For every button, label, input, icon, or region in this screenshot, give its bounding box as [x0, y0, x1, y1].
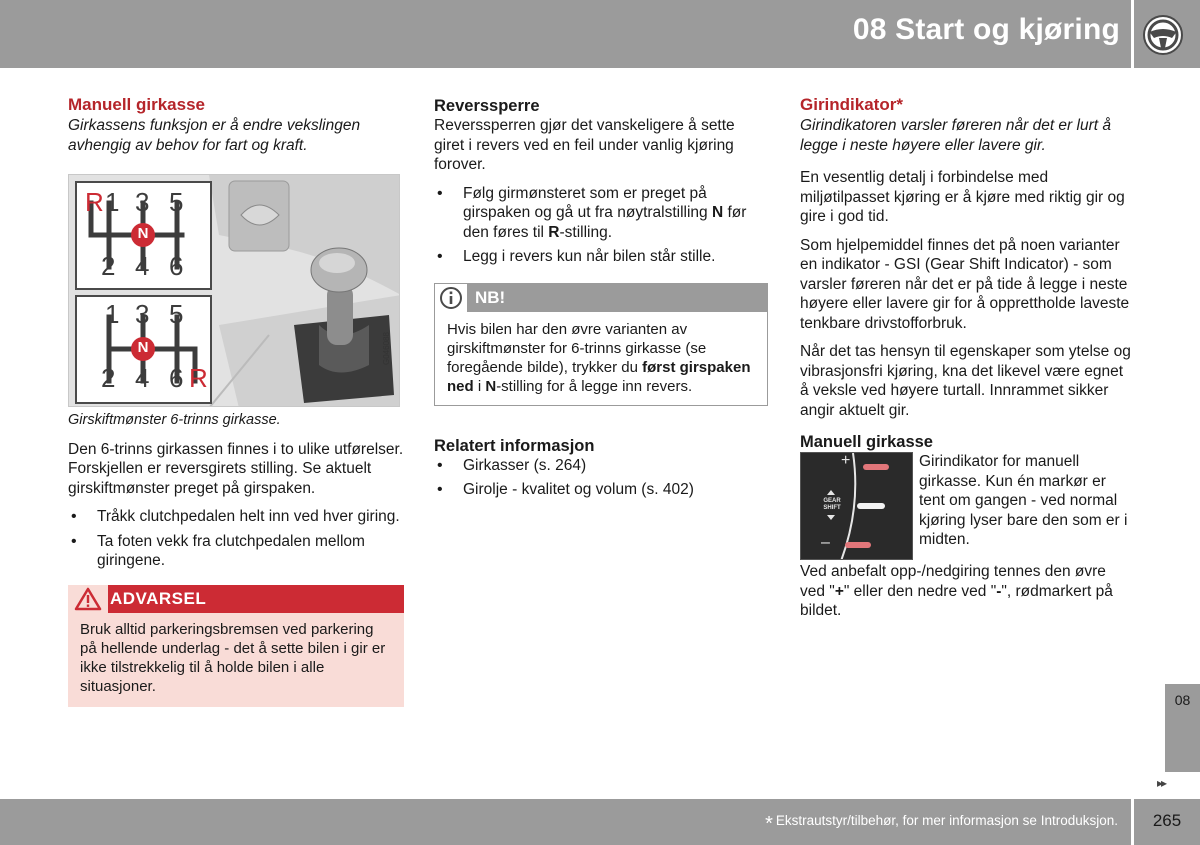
body-paragraph: Ved anbefalt opp-/nedgiring tennes den øvre ved "+" eller den nedre ved "-", rødmarkert på bildet.: [800, 563, 1113, 619]
gear-pattern-figure: [68, 174, 400, 407]
column-reverse-lock: [434, 94, 768, 509]
gsi-description: Girindikator for manuell girkasse. Kun én markør er tent om gangen - ved normal kjøring lyser bare den som er i midten.: [919, 453, 1128, 548]
footnote: * Ekstrautstyr/tilbehør, for mer informasjon se Introduksjon.: [765, 813, 1118, 835]
note-box: [434, 283, 768, 406]
list-item: • Legg i revers kun når bilen står stille.: [434, 247, 768, 267]
warning-text: Bruk alltid parkeringsbremsen ved parkering på hellende underlag - det å sette bilen i gir er ikke tilstrekkelig til å holde bilen i alle situasjoner.: [80, 620, 386, 695]
gear-label-2: 2: [101, 251, 116, 281]
body-paragraph: Den 6-trinns girkassen finnes i to ulike utførelser. Forskjellen er reversgirets stilling. Se aktuelt girskiftmønster preget på girspaken.: [68, 440, 404, 497]
note-text: Hvis bilen har den øvre varianten av girskiftmønster for 6-trinns girkasse (se foregående bilde), trykker du først girspaken ned i N-stilling for å legge inn revers.: [447, 320, 751, 395]
gear-label-3: 3: [135, 187, 150, 217]
gear-label-6: 6: [169, 251, 184, 281]
shift-pattern-upper: [75, 181, 212, 290]
gsi-minus-label: –: [821, 534, 830, 551]
gear-label-4: 4: [135, 251, 150, 281]
section-heading-reverse-lock: Reverssperre: [434, 97, 540, 115]
intro-text: Girindikatoren varsler føreren når det er lurt å legge i neste høyere eller lavere gir.: [800, 117, 1111, 154]
column-manual-gearbox: [68, 94, 404, 707]
figure-code: G046088: [382, 332, 391, 365]
gear-label-4: 4: [135, 363, 150, 393]
note-title: NB!: [475, 287, 506, 307]
warning-triangle-icon: [68, 585, 108, 613]
continue-arrows-icon: ▸▸: [1157, 776, 1166, 790]
body-paragraph: Som hjelpemiddel finnes det på noen varianter en indikator - GSI (Gear Shift Indicator) - som varsler føreren når det er på tide å legge i neste høyere eller lavere gir for å opprettholde laveste tenkbare drivstofforbruk.: [800, 236, 1130, 332]
list-item: • Tråkk clutchpedalen helt inn ved hver giring.: [68, 507, 404, 527]
gsi-label: GEAR SHIFT: [823, 498, 841, 511]
section-heading-gear-indicator: Girindikator*: [800, 95, 903, 114]
shift-pattern-lower: [75, 295, 212, 404]
list-item: • Ta foten vekk fra clutchpedalen mellom giringene.: [68, 532, 404, 571]
sub-heading-manual-gearbox: Manuell girkasse: [800, 433, 933, 451]
related-info-heading: Relatert informasjon: [434, 436, 595, 455]
figure-caption: Girskiftmønster 6-trinns girkasse.: [68, 412, 281, 428]
gear-label-5: 5: [169, 299, 184, 329]
section-heading-manual-gearbox: Manuell girkasse: [68, 95, 206, 114]
gear-label-1: 1: [105, 299, 120, 329]
gear-label-1: 1: [105, 187, 120, 217]
gsi-plus-label: +: [841, 452, 851, 469]
gear-label-r: R: [189, 363, 208, 393]
gear-label-3: 3: [135, 299, 150, 329]
gear-shift-indicator-panel: [800, 452, 913, 560]
gear-label-6: 6: [169, 363, 184, 393]
intro-text: Girkassens funksjon er å endre vekslingen avhengig av behov for fart og kraft.: [68, 117, 361, 154]
chapter-tab: 08: [1165, 684, 1200, 772]
warning-header: [68, 585, 404, 613]
steering-wheel-icon: [1142, 14, 1184, 56]
page-number: 265: [1152, 811, 1182, 830]
gear-label-5: 5: [169, 187, 184, 217]
note-header: [435, 284, 767, 312]
body-paragraph: En vesentlig detalj i forbindelse med miljøtilpasset kjøring er å kjøre med riktig gir og gire i god tid.: [800, 169, 1125, 225]
warning-box: [68, 585, 404, 707]
neutral-label: N: [137, 225, 149, 242]
gsi-display-graphic: [801, 453, 913, 560]
gear-label-r: R: [85, 187, 104, 217]
warning-title: ADVARSEL: [110, 588, 207, 608]
body-paragraph: Når det tas hensyn til egenskaper som ytelse og vibrasjonsfri kjøring, kna det likevel være egnet å veksle ved høyere turtall. Innrammet sikker angir aktuelt gir.: [800, 343, 1131, 419]
info-icon: [435, 284, 467, 312]
header-divider: [1131, 0, 1134, 68]
related-links-list: [434, 456, 768, 500]
body-paragraph: Reverssperren gjør det vanskeligere å sette giret i revers ved en feil under vanlig kjøring forover.: [434, 117, 735, 173]
gear-label-2: 2: [101, 363, 116, 393]
gsi-block: [800, 452, 1132, 567]
related-link-gear-oil[interactable]: • Girolje - kvalitet og volum (s. 402): [434, 480, 768, 500]
related-link-gearboxes[interactable]: • Girkasser (s. 264): [434, 456, 768, 476]
list-item: • Følg girmønsteret som er preget på girspaken og gå ut fra nøytralstilling N før den føres til R-stilling.: [434, 184, 768, 243]
neutral-label: N: [137, 339, 149, 356]
chapter-title: 08 Start og kjøring: [852, 13, 1120, 46]
instruction-list: [68, 507, 404, 571]
column-gear-indicator: [800, 94, 1132, 630]
instruction-list: [434, 184, 768, 267]
